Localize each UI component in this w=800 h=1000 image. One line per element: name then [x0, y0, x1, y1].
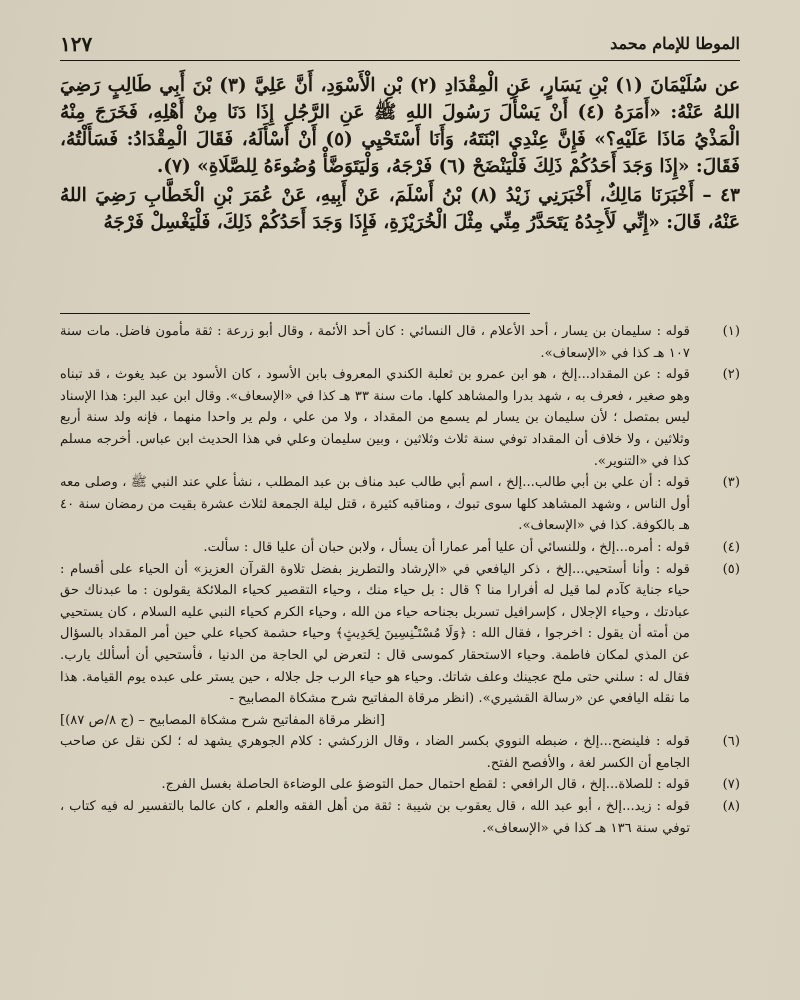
- footnote-number: (٧): [722, 777, 740, 793]
- footnote-text: قوله : للصلاة...إلخ ، قال الرافعي : لقطع احتمال حمل التوضؤ على الوضاءة الحاصلة بغسل الفرج.: [161, 777, 690, 793]
- footnote-number: (٣): [722, 475, 740, 491]
- page-number: ١٢٧: [60, 32, 93, 56]
- footnote-text: قوله : أمره...إلخ ، وللنسائي أن عليا أمر عمارا أن يسأل ، ولابن حبان أن عليا قال : سألت.: [203, 539, 690, 555]
- footnote-text: قوله : أن علي بن أبي طالب...إلخ ، اسم أبي طالب عبد مناف بن عبد المطلب ، نشأ علي عند النبي ﷺ ، وصلى معه أول الناس ، وشهد المشاهد كلها سوى تبوك ، ومناقبه كثيرة ، قتل ليلة الجمعة لثلاث عشرة بقيت من رمضان سنة ٤٠ هـ بالكوفة. كذا في «الإسعاف».: [60, 475, 690, 534]
- main-text: [60, 72, 740, 236]
- running-title: الموطا للإمام محمد: [610, 34, 740, 53]
- footnote-reference-text: [انظر مرقاة المفاتيح شرح مشكاة المصابيح – (ج ٨/ص ٨٧)]: [60, 712, 386, 728]
- footnotes: [60, 321, 740, 839]
- footnote-text: قوله : عن المقداد...إلخ ، هو ابن عمرو بن ثعلبة الكندي المعروف بابن الأسود ، كان الأسود بن عبد يغوث ، قد تبناه وهو صغير ، فعرف به ، شهد بدرا والمشاهد كلها. مات سنة ٣٣ هـ كذا في «الإسعاف». وقال ابن عبد البر: هذا الإسناد ليس بمتصل ؛ لأن سليمان بن يسار لم يسمع من المقداد ، ولا من علي ، ولم ير واحدا منهما ، فإنه ولد سنة أربع وثلاثين ، ولا خلاف أن المقداد توفي سنة ثلاث وثلاثين ، وبين سليمان وعلي في هذا الحديث ابن عباس. أخرجه مسلم كذا في «التنوير».: [60, 367, 690, 469]
- footnote-separator: [60, 313, 530, 314]
- footnote: [60, 364, 740, 472]
- footnote-number: (٦): [722, 734, 740, 750]
- footnote-text: قوله : وأنا أستحيي...إلخ ، ذكر اليافعي في «الإرشاد والتطريز بفضل تلاوة القرآن العزيز» أن الحياء على أقسام : حياء جناية كآدم لما قيل له أفرارا منا ؟ قال : بل حياء منك ، وحياء التقصير كحياء الملائكة يقولون : ما عبدناك حق عبادتك ، وحياء الإجلال ، كإسرافيل تسربل بجناحه حياء من الله ، وحياء الكرم كحياء النبي عليه السلام ، كان يستحيي من أمته أن يقول : اخرجوا ، فقال الله : ﴿وَلَا مُسْتَـْٔنِسِينَ لِحَدِيثٍ﴾ وحياء حشمة كحياء علي حين أمر المقداد بالسؤال عن المذي لمكان فاطمة. وحياء الاستحقار كموسى قال : لتعرض لي الحاجة من الدنيا ، فأستحيي أن أسألك يارب. فقال له : سلني حتى ملح عجينك وعلف شاتك. وحياء هو حياء الرب جل جلاله ، حين يستر على عبده يوم القيامة. هذا ما نقله اليافعي عن «رسالة القشيري». (انظر مرقاة المفاتيح شرح مشكاة المصابيح -: [60, 561, 690, 707]
- footnote-number: (٢): [722, 367, 740, 383]
- footnote-reference: [60, 710, 740, 732]
- hadith-paragraph: عن سُلَيْمَانَ (١) بْنِ يَسَارٍ، عَنِ الْمِقْدَادِ (٢) بْنِ الْأَسْوَدِ، أَنَّ عَلِيَّ (٣) بْنَ أَبِي طَالِبٍ رَضِيَ اللهُ عَنْهُ: «أَمَرَهُ (٤) أَنْ يَسْأَلَ رَسُولَ اللهِ ﷺ عَنِ الرَّجُلِ إِذَا دَنَا مِنْ أَهْلِهِ، فَخَرَجَ مِنْهُ الْمَذْيُ مَاذَا عَلَيْهِ؟» فَإِنَّ عِنْدِي ابْنَتَهُ، وَأَنَا أَسْتَحْيِي (٥) أَنْ أَسْأَلَهُ، فَقَالَ الْمِقْدَادُ: فَسَأَلْتُهُ، فَقَالَ: «إِذَا وَجَدَ أَحَدُكُمْ ذَلِكَ فَلْيَنْضَحْ (٦) فَرْجَهُ، وَلْيَتَوَضَّأْ وُضُوءَهُ لِلصَّلَاةِ» (٧).: [60, 75, 740, 177]
- footnote: [60, 774, 740, 796]
- footnote: [60, 559, 740, 710]
- page-header: [60, 32, 740, 61]
- footnote: [60, 321, 740, 364]
- footnote: [60, 537, 740, 559]
- footnote-number: (٤): [722, 539, 740, 555]
- footnote-number: (٥): [722, 561, 740, 577]
- footnote-number: (٨): [722, 799, 740, 815]
- footnote-text: قوله : فلينضح...إلخ ، ضبطه النووي بكسر الضاد ، وقال الزركشي : كلام الجوهري يشهد له ؛ لكن نقل عن صاحب الجامع أن الكسر لغة ، والأفصح الفتح.: [60, 734, 690, 771]
- footnote-number: (١): [722, 324, 740, 339]
- footnote-text: قوله : سليمان بن يسار ، أحد الأعلام ، قال النسائي : كان أحد الأئمة ، وقال أبو زرعة : ثقة مأمون فاضل. مات سنة ١٠٧ هـ كذا في «الإسعاف».: [60, 324, 690, 361]
- footnote: [60, 472, 740, 537]
- hadith-paragraph-43: ٤٣ – أَخْبَرَنَا مَالِكٌ، أَخْبَرَنِي زَيْدُ (٨) بْنُ أَسْلَمَ، عَنْ أَبِيهِ، عَنْ عُمَرَ بْنِ الْخَطَّابِ رَضِيَ اللهُ عَنْهُ، قَالَ: «إِنِّي لَأَجِدُهُ يَتَحَدَّرُ مِنِّي مِثْلَ الْخُرَيْزَةِ، فَإِذَا وَجَدَ أَحَدُكُمْ ذَلِكَ، فَلْيَغْسِلْ فَرْجَهُ: [60, 185, 740, 233]
- footnote: [60, 796, 740, 839]
- footnote: [60, 731, 740, 774]
- footnote-text: قوله : زيد...إلخ ، أبو عبد الله ، قال يعقوب بن شيبة : ثقة من أهل الفقه والعلم ، كان عالما بالتفسير له فيه كتاب ، توفي سنة ١٣٦ هـ كذا في «الإسعاف».: [60, 799, 690, 836]
